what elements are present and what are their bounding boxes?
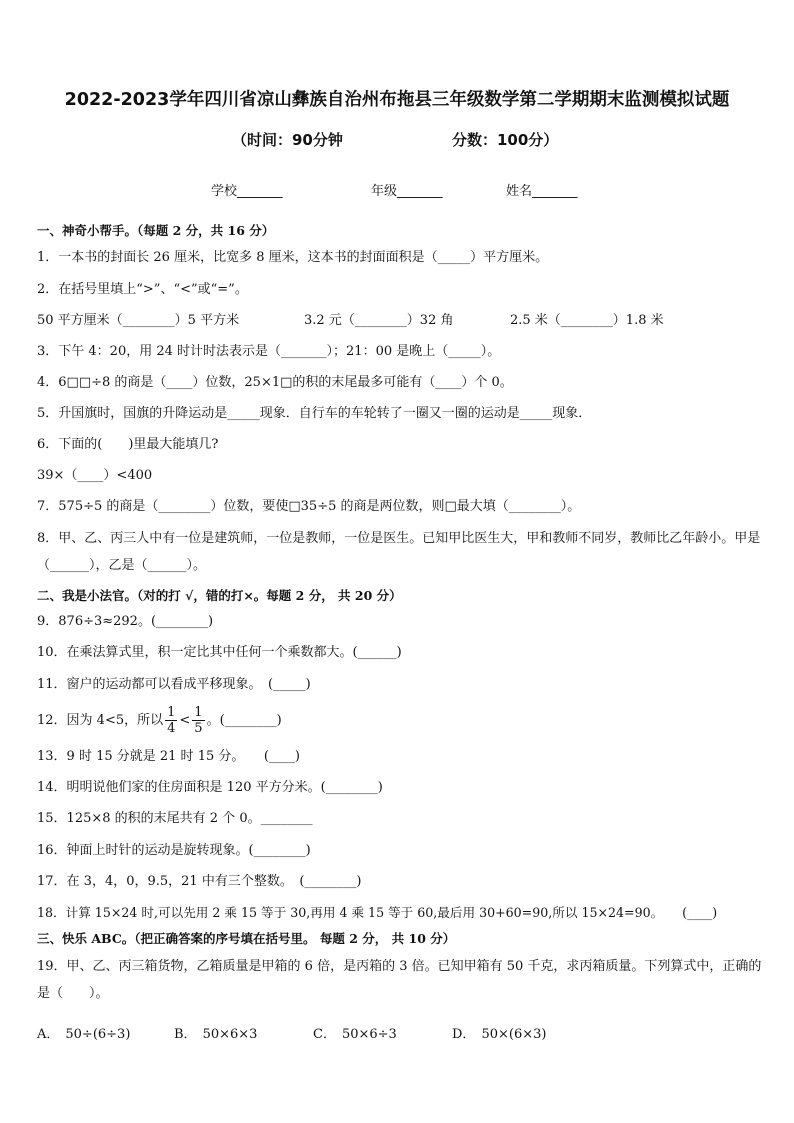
school-field: 学校_______ bbox=[211, 184, 283, 199]
fraction-2-numerator: 1 bbox=[194, 705, 203, 720]
question-2a: 50 平方厘米（________）5 平方米 bbox=[37, 313, 240, 328]
exam-time: （时间：90分钟 bbox=[232, 131, 343, 149]
option-d-label: D． bbox=[452, 1027, 476, 1042]
fraction-1-numerator: 1 bbox=[167, 705, 176, 720]
option-b-label: B． bbox=[174, 1027, 197, 1042]
question-6: 6．下面的( )里最大能填几? bbox=[37, 437, 219, 452]
question-2c: 2.5 米（________）1.8 米 bbox=[510, 313, 664, 328]
less-than-sign: < bbox=[179, 713, 191, 728]
question-12-suffix: 。(________) bbox=[206, 713, 282, 728]
option-d-expression: 50×(6×3) bbox=[481, 1027, 547, 1042]
question-12 bbox=[37, 703, 282, 739]
question-18: 18．计算 15×24 时,可以先用 2 乘 15 等于 30,再用 4 乘 15 等于 60,最后用 30+60=90,所以 15×24=90。 (____) bbox=[37, 905, 718, 920]
question-8: 8．甲、乙、丙三人中有一位是建筑师，一位是教师，一位是医生。已知甲比医生大，甲和教师不同岁，教师比乙年龄小。甲是（______），乙是（______）。 bbox=[37, 531, 761, 573]
exam-score: 分数：100分） bbox=[452, 131, 559, 149]
question-14: 14．明明说他们家的住房面积是 120 平方分米。(________) bbox=[37, 780, 383, 795]
question-1: 1．一本书的封面长 26 厘米，比宽多 8 厘米，这本书的封面面积是（_____）平方厘米。 bbox=[37, 250, 549, 265]
fraction-one-quarter bbox=[165, 705, 177, 736]
question-7: 7．575÷5 的商是（________）位数，要使□35÷5 的商是两位数，则□最大填（________）。 bbox=[37, 499, 581, 514]
question-19: 19．甲、乙、丙三箱货物，乙箱质量是甲箱的 6 倍，是丙箱的 3 倍。已知甲箱有 50 千克，求丙箱质量。下列算式中，正确的是（ ）。 bbox=[37, 959, 762, 1001]
fraction-1-denominator: 4 bbox=[167, 721, 176, 736]
question-2: 2．在括号里填上“>”、“<”或“=”。 bbox=[37, 282, 248, 297]
option-a bbox=[37, 1023, 130, 1042]
option-a-expression: 50÷(6÷3) bbox=[65, 1027, 131, 1042]
option-b bbox=[174, 1023, 257, 1042]
grade-field: 年级_______ bbox=[371, 184, 443, 199]
question-10: 10．在乘法算式里，积一定比其中任何一个乘数都大。(______) bbox=[37, 645, 402, 660]
fraction-one-fifth bbox=[192, 705, 204, 736]
option-a-label: A． bbox=[37, 1027, 60, 1042]
question-16: 16．钟面上时针的运动是旋转现象。(________) bbox=[37, 843, 311, 858]
exam-title: 2022-2023学年四川省凉山彝族自治州布拖县三年级数学第二学期期末监测模拟试题 bbox=[64, 90, 730, 110]
section-2-heading: 二、我是小法官。（对的打 √，错的打×。每题 2 分， 共 20 分） bbox=[37, 588, 402, 603]
question-9: 9．876÷3≈292。(________) bbox=[37, 614, 214, 629]
question-13: 13．9 时 15 分就是 21 时 15 分。 (____) bbox=[37, 749, 301, 764]
question-6a: 39×（____）<400 bbox=[37, 468, 153, 483]
question-15: 15．125×8 的积的末尾共有 2 个 0。________ bbox=[37, 811, 313, 826]
question-5: 5．升国旗时，国旗的升降运动是_____现象．自行车的车轮转了一圈又一圈的运动是_____现象． bbox=[37, 406, 592, 421]
option-b-expression: 50×6×3 bbox=[202, 1027, 258, 1042]
option-c-expression: 50×6÷3 bbox=[341, 1027, 397, 1042]
option-d bbox=[452, 1023, 546, 1042]
section-3-heading: 三、快乐 ABC。（把正确答案的序号填在括号里。 每题 2 分， 共 10 分） bbox=[37, 931, 456, 946]
fraction-2-denominator: 5 bbox=[194, 721, 203, 736]
question-2b: 3.2 元（________）32 角 bbox=[304, 313, 454, 328]
option-c bbox=[313, 1023, 397, 1042]
section-1-heading: 一、神奇小帮手。（每题 2 分，共 16 分） bbox=[37, 223, 275, 238]
question-4: 4．6□□÷8 的商是（____）位数，25×1□的积的末尾最多可能有（____）个 0。 bbox=[37, 375, 513, 390]
option-c-label: C． bbox=[313, 1027, 336, 1042]
question-17: 17．在 3，4，0，9.5，21 中有三个整数。 (________) bbox=[37, 874, 362, 889]
question-12-prefix: 12．因为 4<5，所以 bbox=[37, 713, 164, 728]
name-field: 姓名_______ bbox=[506, 184, 578, 199]
question-11: 11．窗户的运动都可以看成平移现象。 (_____) bbox=[37, 677, 311, 692]
question-3: 3．下午 4：20，用 24 时计时法表示是（_______）；21：00 是晚上（_____）。 bbox=[37, 344, 501, 359]
